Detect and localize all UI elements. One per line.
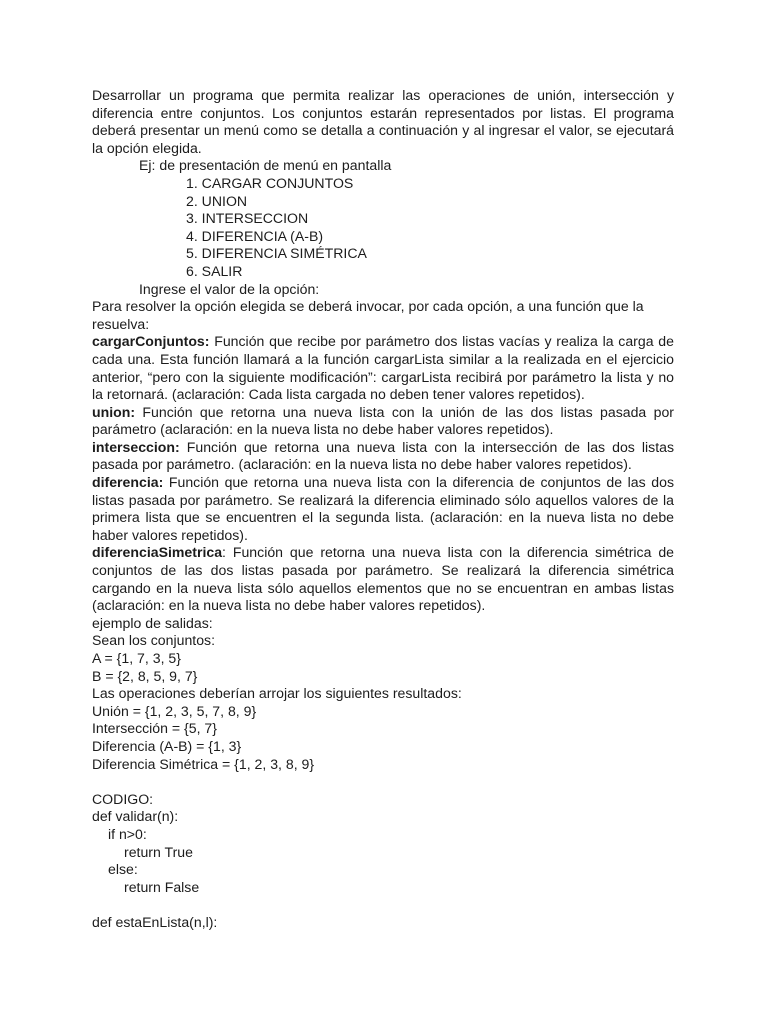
blank-line [92, 773, 674, 791]
intro-paragraph: Desarrollar un programa que permita realizar las operaciones de unión, intersección y diferencia entre conjuntos. Los conjuntos estarán representados por listas. El programa deberá presentar un menú como se detalla a continuación y al ingresar el valor, se ejecutará la opción elegida. [92, 87, 674, 156]
menu-item: 5. DIFERENCIA SIMÉTRICA [186, 245, 367, 262]
code-line: def validar(n): [92, 808, 179, 825]
example-line: Diferencia (A-B) = {1, 3} [92, 737, 242, 754]
code-line: if n>0: [108, 825, 147, 842]
function-description [92, 404, 674, 439]
function-description [92, 544, 674, 614]
document-page [92, 87, 674, 932]
function-description [92, 474, 674, 544]
examples-block [92, 615, 674, 773]
code-line: def estaEnLista(n,l): [92, 913, 218, 930]
code-line: else: [108, 861, 138, 878]
function-description [92, 333, 674, 403]
menu-item: 4. DIFERENCIA (A-B) [186, 227, 324, 244]
function-text: Función que retorna una nueva lista con la intersección de las dos listas pasada por parámetro. (aclaración: en la nueva lista no debe haber valores repetidos). [92, 438, 674, 473]
function-text: Función que retorna una nueva lista con la unión de las dos listas pasada por parámetro (aclaración: en la nueva lista no debe haber valores repetidos). [92, 403, 674, 438]
menu-list [92, 175, 674, 281]
example-line: Diferencia Simétrica = {1, 2, 3, 8, 9} [92, 755, 315, 772]
menu-example-line: Ej: de presentación de menú en pantalla [139, 157, 392, 174]
function-name: interseccion: [92, 438, 180, 455]
function-text: Función que recibe por parámetro dos listas vacías y realiza la carga de cada una. Esta función llamará a la función cargarLista similar a la realizada en el ejercicio anterior, “pero con la siguiente modificación”: cargarLista recibirá por parámetro la lista y no la retornará. (aclaración: Cada lista cargada no deben tener valores repetidos). [92, 333, 674, 403]
function-name: diferenciaSimetrica [92, 544, 223, 561]
menu-prompt-line: Ingrese el valor de la opción: [139, 280, 320, 297]
code-line: return True [124, 843, 193, 860]
code-block [92, 791, 674, 932]
function-description [92, 439, 674, 474]
function-name: diferencia: [92, 474, 164, 491]
resolve-intro-paragraph: Para resolver la opción elegida se deberá invocar, por cada opción, a una función que la resuelva: [92, 298, 644, 332]
example-line: B = {2, 8, 5, 9, 7} [92, 667, 198, 684]
menu-item: 1. CARGAR CONJUNTOS [186, 174, 354, 191]
blank-line [92, 896, 674, 914]
function-text: Función que retorna una nueva lista con la diferencia de conjuntos de las dos listas pasada por parámetro. Se realizará la diferencia eliminado sólo aquellos valores de la primera lista que se encuentren el la segunda lista. (aclaración: en la nueva lista no debe haber valores repetidos). [92, 474, 674, 543]
example-line: Intersección = {5, 7} [92, 720, 217, 737]
example-line: ejemplo de salidas: [92, 614, 213, 631]
menu-item: 6. SALIR [186, 262, 243, 279]
example-line: Sean los conjuntos: [92, 632, 216, 649]
menu-item: 2. UNION [186, 192, 248, 209]
code-heading: CODIGO: [92, 790, 154, 807]
example-line: Las operaciones deberían arrojar los siguientes resultados: [92, 685, 462, 702]
code-line: return False [124, 878, 200, 895]
function-name: union: [92, 403, 136, 420]
function-text: : Función que retorna una nueva lista con la diferencia simétrica de conjuntos de las dos listas pasada por parámetro. Se realizará la diferencia simétrica cargando en la nueva lista sólo aquellos elementos que no se encuentran en ambas listas (aclaración: en la nueva lista no debe haber valores repetidos). [92, 544, 674, 614]
example-line: A = {1, 7, 3, 5} [92, 650, 181, 666]
function-name: cargarConjuntos: [92, 333, 210, 350]
menu-item: 3. INTERSECCION [186, 210, 309, 227]
example-line: Unión = {1, 2, 3, 5, 7, 8, 9} [92, 702, 257, 719]
